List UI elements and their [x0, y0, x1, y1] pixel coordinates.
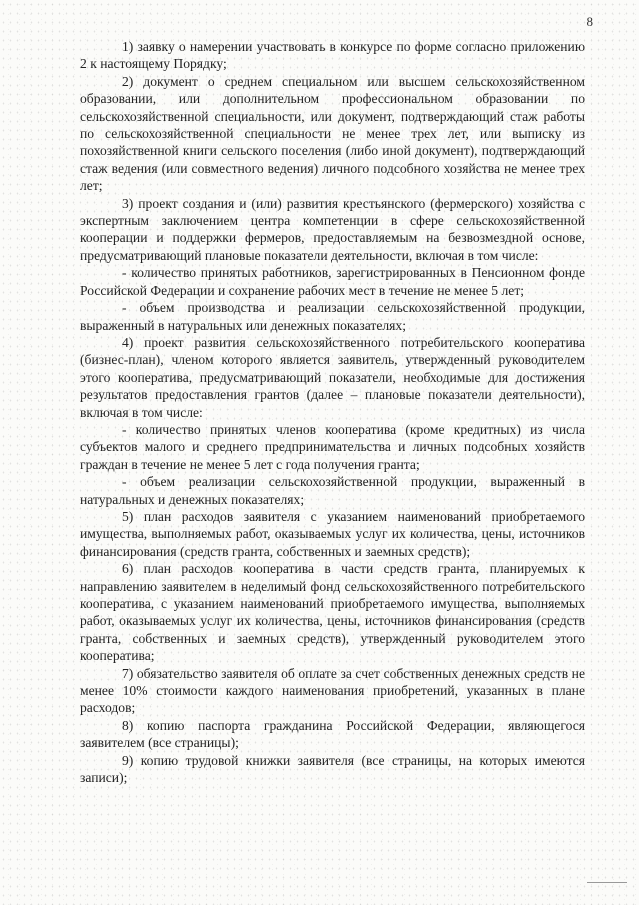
paragraph-item-1: 1) заявку о намерении участвовать в конкурсе по форме согласно приложению 2 к настоящему Порядку;	[80, 39, 585, 72]
paragraph-subitem-members: - количество принятых членов кооператива (кроме кредитных) из числа субъектов малого и среднего предпринимательства и личных подсобных хозяйств граждан в течение не менее 5 лет с года получения гранта;	[80, 421, 585, 472]
scan-edge-mark	[587, 882, 627, 883]
page-number: 8	[586, 14, 593, 29]
paragraph-subitem-sales: - объем реализации сельскохозяйственной продукции, выраженный в натуральных и денежных показателях;	[80, 474, 585, 507]
paragraph-item-6: 6) план расходов кооператива в части средств гранта, планируемых к направлению заявителем в неделимый фонд сельскохозяйственного потребительского кооператива, с указанием наименований приобретаемого имущества, выполняемых работ, оказываемых услуг их количества, цены, источников финансирования (средств гранта, собственных и заемных средств), утвержденный руководителем этого кооператива;	[80, 561, 585, 664]
document-body	[80, 38, 585, 786]
paragraph-item-8: 8) копию паспорта гражданина Российской Федерации, являющегося заявителем (все страницы);	[80, 717, 585, 751]
paragraph-item-7: 7) обязательство заявителя об оплате за счет собственных денежных средств не менее 10% стоимости каждого наименования приобретений, указанных в плане расходов;	[80, 665, 585, 716]
paragraph-item-5: 5) план расходов заявителя с указанием наименований приобретаемого имущества, выполняемых работ, оказываемых услуг их количества, цены, источников финансирования (средств гранта, собственных и заемных средств);	[80, 508, 585, 559]
paragraph-item-2: 2) документ о среднем специальном или высшем сельскохозяйственном образовании, или дополнительном профессиональном образовании по сельскохозяйственной специальности, или документ, подтверждающий стаж работы по сельскохозяйственной специальности не менее трех лет, или выписку из похозяйственной книги сельского поселения (либо иной документ), подтверждающий стаж ведения (или совместного ведения) личного подсобного хозяйства не менее трех лет;	[80, 73, 585, 194]
paragraph-item-3: 3) проект создания и (или) развития крестьянского (фермерского) хозяйства с экспертным заключением центра компетенции в сфере сельскохозяйственной кооперации и поддержки фермеров, предоставляемым на безвозмездной основе, предусматривающий плановые показатели деятельности, включая в том числе:	[80, 195, 585, 263]
paragraph-item-9: 9) копию трудовой книжки заявителя (все страницы, на которых имеются записи);	[80, 752, 585, 786]
paragraph-subitem-production: - объем производства и реализации сельскохозяйственной продукции, выраженный в натуральных или денежных показателях;	[80, 300, 585, 333]
paragraph-item-4: 4) проект развития сельскохозяйственного потребительского кооператива (бизнес-план), членом которого является заявитель, утвержденный руководителем этого кооператива, предусматривающий показатели, необходимые для достижения результатов предоставления грантов (далее – плановые показатели деятельности), включая в том числе:	[80, 334, 585, 420]
paragraph-subitem-employees: - количество принятых работников, зарегистрированных в Пенсионном фонде Российской Федерации и сохранение рабочих мест в течение не менее 5 лет;	[80, 265, 585, 298]
